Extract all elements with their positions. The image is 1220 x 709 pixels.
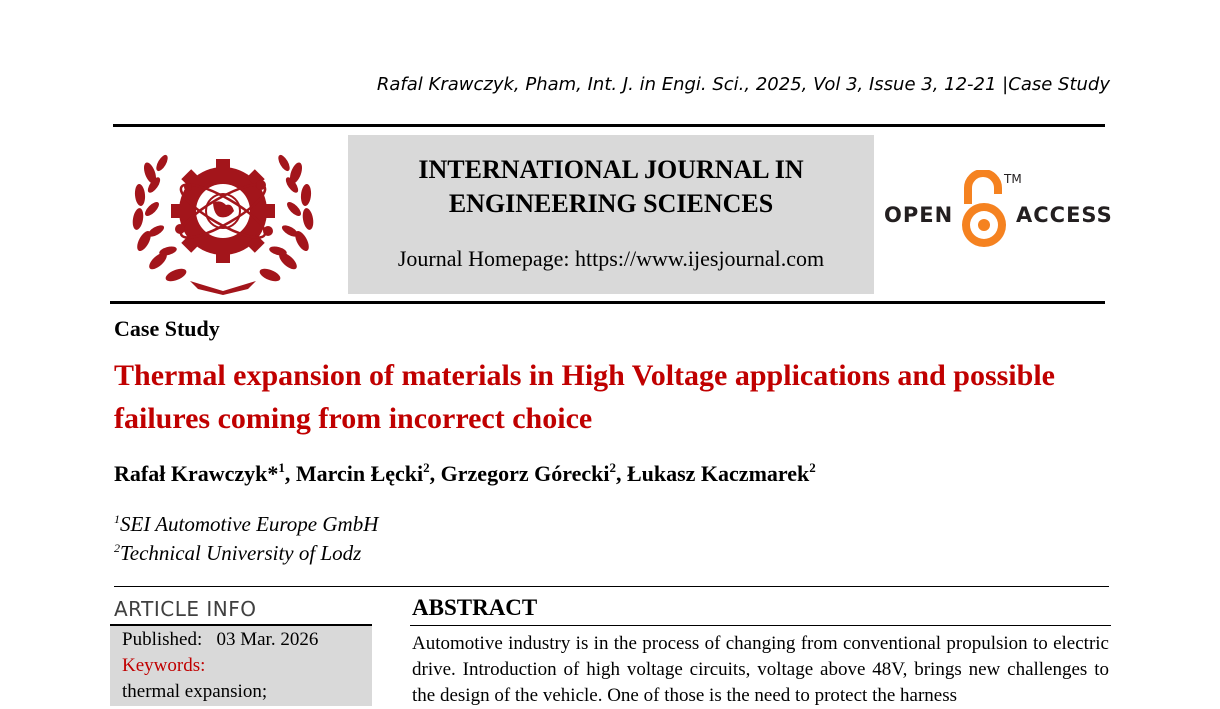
open-access-access-text: ACCESS	[1016, 203, 1113, 227]
journal-banner	[348, 135, 874, 294]
author-name: Marcin Łęcki	[295, 461, 424, 486]
keywords-label: Keywords:	[122, 655, 206, 676]
running-head: Rafal Krawczyk, Pham, Int. J. in Engi. Sci., 2025, Vol 3, Issue 3, 12-21 |Case Study	[376, 74, 1110, 95]
abstract-rule	[410, 625, 1111, 626]
author-affiliation-mark: 2	[609, 460, 616, 475]
article-info-box	[110, 626, 372, 706]
affiliation	[114, 512, 378, 537]
trademark-mark: TM	[1004, 172, 1022, 186]
header-bottom-rule	[110, 301, 1105, 304]
published-date: 03 Mar. 2026	[216, 629, 319, 650]
affiliation	[114, 541, 361, 566]
author-name: Łukasz Kaczmarek	[626, 461, 810, 486]
section-divider	[114, 586, 1109, 587]
article-type-label: Case Study	[114, 316, 220, 341]
published-label: Published:	[122, 629, 203, 650]
author-affiliation-mark: 2	[809, 460, 816, 475]
published-line	[122, 629, 318, 651]
author-affiliation-mark: 1	[278, 460, 285, 475]
open-access-open-text: OPEN	[884, 203, 954, 227]
affiliation-mark: 2	[114, 541, 120, 555]
abstract-text: Automotive industry is in the process of changing from conventional propulsion to electric drive. Introduction of high voltage circuits, voltage above 48V, brings new challenges to the design of the vehicle. One of those is the need to protect the harness	[412, 633, 1109, 706]
abstract-heading: ABSTRACT	[412, 595, 538, 620]
journal-homepage[interactable]: Journal Homepage: https://www.ijesjournal.com	[397, 246, 825, 271]
affiliation-name: Technical University of Lodz	[120, 541, 362, 565]
author-affiliation-mark: 2	[423, 460, 430, 475]
affiliation-mark: 1	[114, 512, 120, 526]
header-top-rule	[113, 124, 1105, 127]
affiliation-name: SEI Automotive Europe GmbH	[120, 512, 379, 536]
journal-title: INTERNATIONAL JOURNAL IN ENGINEERING SCIENCES	[418, 155, 804, 218]
journal-emblem-logo	[128, 133, 318, 295]
keyword-item: thermal expansion;	[122, 681, 268, 702]
article-title: Thermal expansion of materials in High Voltage applications and possible failures coming from incorrect choice	[114, 359, 1055, 435]
author-name: Rafał Krawczyk*	[114, 461, 279, 486]
open-access-logo	[884, 170, 1113, 252]
author-name: Grzegorz Górecki	[440, 461, 610, 486]
author-list: Rafał Krawczyk*$^1$, Marcin Łęcki$^2$, Grzegorz Górecki$^2$, Łukasz Kaczmarek$^2$	[114, 460, 816, 486]
article-info-heading: ARTICLE INFO	[114, 597, 257, 621]
